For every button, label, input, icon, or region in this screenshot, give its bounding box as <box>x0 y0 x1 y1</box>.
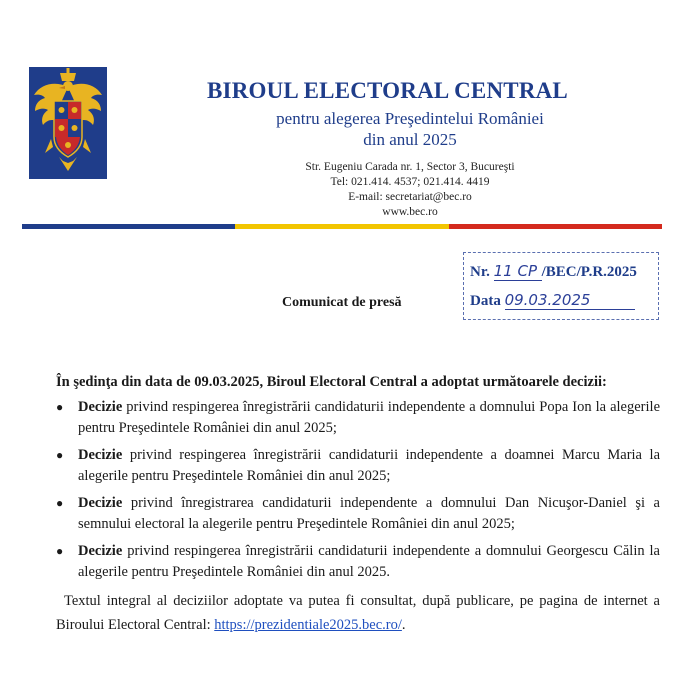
decision-label: Decizie <box>78 447 123 463</box>
closing-paragraph <box>56 589 660 637</box>
decision-text: privind respingerea înregistrării candidaturii independente a domnului Popa Ion la alegerile pentru Preşedintele României din anul 2025; <box>78 399 661 436</box>
bullet-icon: ● <box>56 496 64 510</box>
intro-paragraph: În şedinţa din data de 09.03.2025, Biroul Electoral Central a adoptat următoarele decizii: <box>56 374 607 390</box>
decision-label: Decizie <box>78 399 123 415</box>
decisions-list <box>56 397 660 583</box>
list-item <box>56 541 660 583</box>
list-item <box>56 445 660 487</box>
list-item <box>56 397 660 439</box>
bullet-icon: ● <box>56 544 64 558</box>
tricolor-divider <box>22 224 662 229</box>
subtitle-line-1: pentru alegerea Preşedintelui României <box>276 109 544 128</box>
website-link[interactable]: https://prezidentiale2025.bec.ro/ <box>214 617 402 633</box>
romania-coat-of-arms-icon <box>29 67 107 179</box>
decision-text: privind respingerea înregistrării candidaturii independente a domnului Georgescu Călin la alegerile pentru Preşedintele României din anul 2025. <box>78 543 660 580</box>
contact-block <box>170 160 650 220</box>
tricolor-yellow <box>235 224 448 229</box>
press-release-title: Comunicat de presă <box>282 295 402 310</box>
bullet-icon: ● <box>56 448 64 462</box>
stamp-date-value: 09.03.2025 <box>505 291 635 310</box>
email: E-mail: secretariat@bec.ro <box>348 191 472 203</box>
stamp-number-line <box>470 262 637 281</box>
registration-stamp <box>463 252 659 320</box>
subtitle-line-2: din anul 2025 <box>363 130 457 149</box>
stamp-nr-value: 11 CP <box>494 262 542 281</box>
tricolor-red <box>449 224 662 229</box>
decision-text: privind respingerea înregistrării candidaturii independente a doamnei Marcu Maria la alegerile pentru Preşedintele României din anul 2025; <box>78 447 661 484</box>
organization-subtitle <box>170 108 650 150</box>
stamp-nr-suffix: /BEC/P.R.2025 <box>541 264 637 280</box>
website: www.bec.ro <box>382 206 438 218</box>
bullet-icon: ● <box>56 400 64 414</box>
closing-end: . <box>401 617 406 633</box>
decision-text: privind înregistrarea candidaturii independente a domnului Dan Nicuşor-Daniel şi a semnului electoral la alegerile pentru Preşedintele României din anul 2025; <box>78 495 660 532</box>
stamp-nr-label: Nr. <box>470 264 490 280</box>
list-item <box>56 493 660 535</box>
document-body <box>56 372 660 637</box>
closing-text: Textul integral al deciziilor adoptate va putea fi consultat, după publicare, pe pagina de internet a Biroului Electoral Central: <box>56 593 660 633</box>
decision-label: Decizie <box>78 495 123 511</box>
stamp-date-label: Data <box>470 293 501 309</box>
decision-label: Decizie <box>78 543 123 559</box>
address: Str. Eugeniu Carada nr. 1, Sector 3, Bucureşti <box>305 161 515 173</box>
phone: Tel: 021.414. 4537; 021.414. 4419 <box>330 176 490 188</box>
tricolor-blue <box>22 224 235 229</box>
stamp-date-line <box>470 291 635 310</box>
organization-name: BIROUL ELECTORAL CENTRAL <box>207 78 568 103</box>
